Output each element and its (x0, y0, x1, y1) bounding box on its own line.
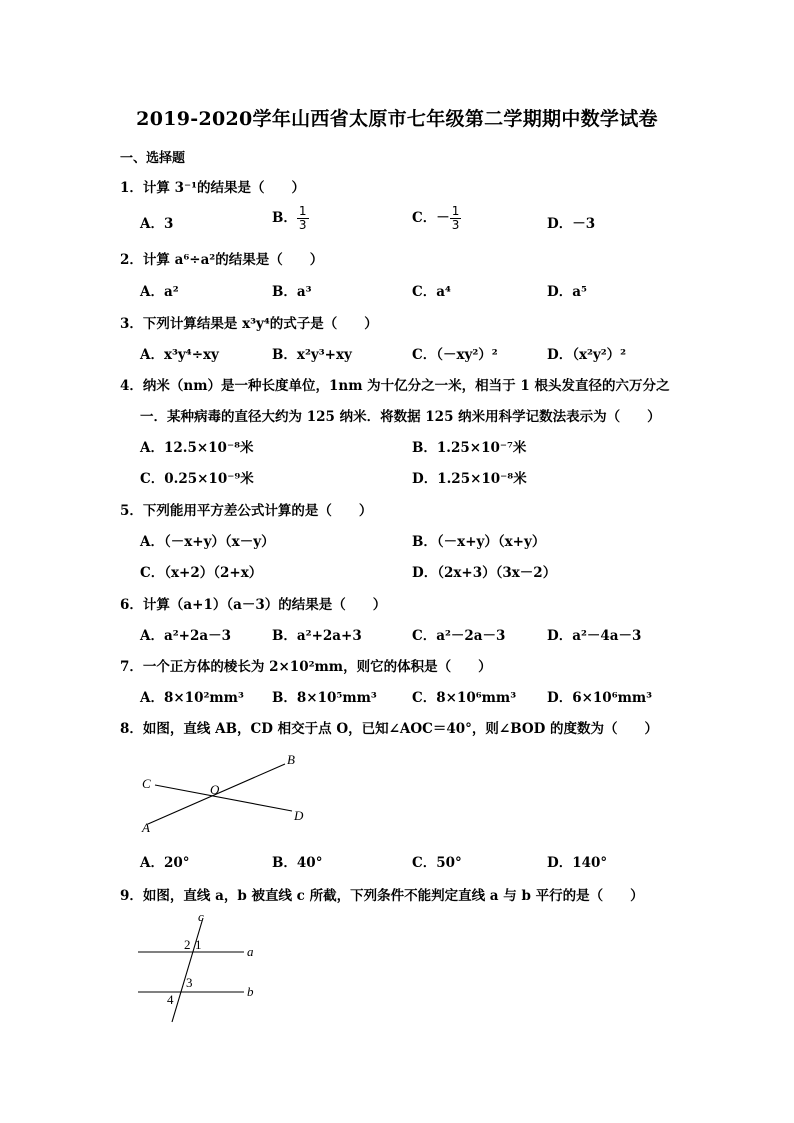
q7-option-d: D．6×10⁶mm³ (547, 690, 653, 706)
fraction-denominator: 3 (298, 218, 307, 232)
q6-option-a: A．a²+2a－3 (140, 628, 231, 644)
q6-option-b: B．a²+2a+3 (272, 628, 362, 644)
q4-option-a: A．12.5×10⁻⁸米 (140, 440, 254, 456)
point-d-label: D (294, 808, 304, 823)
q5-option-d: D．（2x+3）（3x－2） (412, 565, 557, 581)
angle-3-label: 3 (186, 975, 193, 990)
q1-option-b (272, 205, 309, 232)
question-1: 1．计算 3⁻¹的结果是（ ） (120, 180, 306, 196)
angle-2-label: 2 (184, 937, 191, 952)
line-cd (155, 785, 292, 811)
q5-option-b: B．（－x+y）（x+y） (412, 534, 546, 550)
q2-option-b: B．a³ (272, 284, 312, 300)
q8-option-d: D．140° (547, 855, 608, 871)
fraction-numerator: 1 (451, 204, 460, 218)
q5-option-a: A．（－x+y）（x－y） (140, 534, 275, 550)
question-9: 9．如图，直线 a，b 被直线 c 所截，下列条件不能判定直线 a 与 b 平行的是（ ） (120, 888, 644, 904)
q1-option-c (412, 205, 461, 232)
question-4-line-2: 一．某种病毒的直径大约为 125 纳米．将数据 125 纳米用科学记数法表示为（ ） (140, 409, 661, 425)
question-3: 3．下列计算结果是 x³y⁴的式子是（ ） (120, 316, 378, 332)
q8-intersecting-lines-figure (130, 748, 320, 840)
question-5: 5．下列能用平方差公式计算的是（ ） (120, 503, 373, 519)
question-7: 7．一个正方体的棱长为 2×10²mm，则它的体积是（ ） (120, 659, 492, 675)
q8-option-a: A．20° (140, 855, 190, 871)
q6-option-c: C．a²－2a－3 (412, 628, 506, 644)
q3-option-c: C．（－xy²）² (412, 347, 498, 363)
point-a-label: A (142, 820, 150, 835)
q1-option-a: A．3 (140, 216, 174, 232)
line-c-label: c (198, 909, 204, 924)
line-a-label: a (247, 944, 254, 959)
section-heading: 一、选择题 (120, 151, 186, 166)
q7-option-c: C．8×10⁶mm³ (412, 690, 517, 706)
line-c (172, 918, 203, 1022)
question-8: 8．如图，直线 AB，CD 相交于点 O，已知∠AOC＝40°，则∠BOD 的度数为（ ） (120, 721, 659, 737)
q2-option-a: A．a² (140, 284, 179, 300)
point-c-label: C (142, 776, 151, 791)
line-b-label: b (247, 984, 254, 999)
fraction-denominator: 3 (451, 218, 460, 232)
q3-option-a: A．x³y⁴÷xy (140, 347, 219, 363)
angle-4-label: 4 (167, 992, 174, 1007)
point-b-label: B (287, 752, 295, 767)
question-6: 6．计算（a+1）（a－3）的结果是（ ） (120, 597, 387, 613)
q1-option-d: D．－3 (547, 216, 596, 232)
fraction-numerator: 1 (298, 204, 307, 218)
q7-option-b: B．8×10⁵mm³ (272, 690, 377, 706)
q8-option-c: C．50° (412, 855, 462, 871)
question-2: 2．计算 a⁶÷a²的结果是（ ） (120, 252, 324, 268)
q6-option-d: D．a²－4a－3 (547, 628, 642, 644)
angle-1-label: 1 (195, 937, 202, 952)
q5-option-c: C．（x+2）（2+x） (140, 565, 263, 581)
q1-option-b-fraction (297, 205, 309, 232)
page-title: 2019-2020学年山西省太原市七年级第二学期期中数学试卷 (136, 108, 658, 130)
q4-option-c: C．0.25×10⁻⁹米 (140, 471, 254, 487)
q3-option-d: D．（x²y²）² (547, 347, 627, 363)
point-o-label: O (210, 782, 220, 797)
q3-option-b: B．x²y³+xy (272, 347, 352, 363)
q2-option-d: D．a⁵ (547, 284, 587, 300)
q8-option-b: B．40° (272, 855, 323, 871)
q9-parallel-lines-figure (130, 908, 270, 1026)
q1-option-c-label: C．－ (412, 210, 450, 226)
question-4-line-1: 4．纳米（nm）是一种长度单位，1nm 为十亿分之一米，相当于 1 根头发直径的六万分之 (120, 378, 670, 394)
q1-option-b-label: B． (272, 210, 297, 226)
q4-option-d: D．1.25×10⁻⁸米 (412, 471, 527, 487)
q7-option-a: A．8×10²mm³ (140, 690, 244, 706)
q4-option-b: B．1.25×10⁻⁷米 (412, 440, 527, 456)
q1-option-c-fraction (450, 205, 462, 232)
q2-option-c: C．a⁴ (412, 284, 451, 300)
